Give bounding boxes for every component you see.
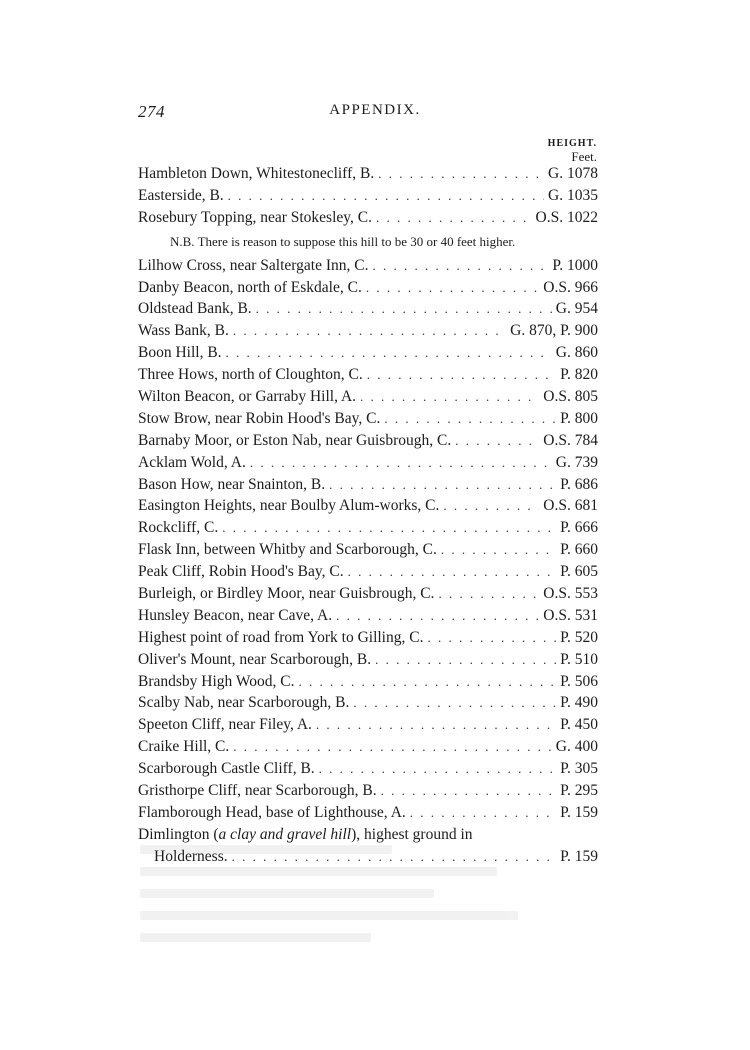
dot-leader <box>329 474 556 496</box>
entry-name: Flamborough Head, base of Lighthouse, A. <box>138 803 406 821</box>
running-head: APPENDIX. <box>329 102 421 118</box>
entry-name: Wass Bank, B. <box>138 322 229 340</box>
list-item <box>138 255 598 277</box>
entry-height: P. 1000 <box>552 256 598 274</box>
list-item <box>138 364 598 386</box>
list-item <box>138 517 598 539</box>
entry-height: G. 739 <box>555 453 598 471</box>
entry-name: Speeton Cliff, near Filey, A. <box>138 716 312 734</box>
heights-list-main <box>138 255 598 824</box>
list-item <box>138 539 598 561</box>
heights-list-top <box>138 163 598 229</box>
entry-height: G. 1078 <box>548 165 598 182</box>
heights-list <box>138 163 598 868</box>
bleed-through-text <box>140 845 560 965</box>
entry-name: Hambleton Down, Whitestonecliff, B. <box>138 165 375 182</box>
dot-leader <box>348 561 557 583</box>
entry-name: Scalby Nab, near Scarborough, B. <box>138 694 350 712</box>
list-item <box>138 474 598 496</box>
entry-height: O.S. 784 <box>543 431 598 449</box>
dot-leader <box>438 583 539 605</box>
entry-height: P. 666 <box>560 519 598 537</box>
entry-height: P. 295 <box>560 782 598 800</box>
entry-name: Stow Brow, near Robin Hood's Bay, C. <box>138 409 381 427</box>
dot-leader <box>233 736 552 758</box>
entry-height: O.S. 531 <box>543 606 598 624</box>
dot-leader <box>441 539 556 561</box>
dot-leader <box>298 671 556 693</box>
entry-height: P. 820 <box>560 366 598 384</box>
entry-height: G. 1035 <box>548 186 598 204</box>
list-item <box>138 583 598 605</box>
entry-name: Bason How, near Snainton, B. <box>138 475 326 493</box>
entry-height: P. 305 <box>560 760 598 778</box>
entry-name: Easterside, B. <box>138 186 224 204</box>
list-item <box>138 298 598 320</box>
entry-height: P. 506 <box>560 672 598 690</box>
height-column-header <box>477 137 597 163</box>
entry-height: P. 490 <box>560 694 598 712</box>
entry-name: Holderness. <box>154 847 228 865</box>
entry-name: Oliver's Mount, near Scarborough, B. <box>138 650 372 668</box>
entry-name: Easington Heights, near Boulby Alum-works, C. <box>138 497 440 515</box>
list-item-dimlington <box>138 824 598 846</box>
list-item <box>138 561 598 583</box>
dot-leader <box>381 780 556 802</box>
entry-name: Lilhow Cross, near Saltergate Inn, C. <box>138 256 369 274</box>
dot-leader <box>366 277 539 299</box>
footnote: N.B. There is reason to suppose this hill to be 30 or 40 feet higher. <box>170 233 516 249</box>
entry-name: Barnaby Moor, or Eston Nab, near Guisbrough, C. <box>138 431 452 449</box>
dot-leader <box>455 430 539 452</box>
dot-leader <box>384 408 556 430</box>
entry-height: P. 159 <box>560 803 598 821</box>
entry-name: Wilton Beacon, or Garraby Hill, A. <box>138 388 357 406</box>
list-item <box>138 430 598 452</box>
entry-name: Brandsby High Wood, C. <box>138 672 295 690</box>
entry-height: O.S. 966 <box>543 278 598 296</box>
list-item <box>138 163 598 185</box>
dot-leader <box>375 649 556 671</box>
dot-leader <box>250 452 552 474</box>
entry-height: G. 860 <box>555 344 598 362</box>
list-item <box>138 780 598 802</box>
dot-leader <box>319 758 556 780</box>
entry-name: Danby Beacon, north of Eskdale, C. <box>138 278 362 296</box>
entry-name: Craike Hill, C. <box>138 738 230 756</box>
dot-leader <box>336 605 539 627</box>
entry-name: Acklam Wold, A. <box>138 453 246 471</box>
list-item <box>138 185 598 207</box>
list-item <box>138 714 598 736</box>
dot-leader <box>256 298 552 320</box>
entry-height: O.S. 681 <box>543 497 598 515</box>
list-item <box>138 627 598 649</box>
dot-leader <box>367 364 556 386</box>
dot-leader <box>228 185 544 207</box>
dot-leader <box>372 255 548 277</box>
entry-name: Highest point of road from York to Gilling, C. <box>138 628 424 646</box>
list-item <box>138 649 598 671</box>
entry-height: O.S. 1022 <box>535 208 598 226</box>
entry-name: Three Hows, north of Cloughton, C. <box>138 366 363 384</box>
entry-name: Hunsley Beacon, near Cave, A. <box>138 606 333 624</box>
unit-label: Feet. <box>571 149 597 164</box>
entry-height: P. 520 <box>560 628 598 646</box>
list-item <box>138 605 598 627</box>
entry-height: P. 660 <box>560 541 598 559</box>
entry-height: P. 510 <box>560 650 598 668</box>
entry-height: P. 450 <box>560 716 598 734</box>
page-number: 274 <box>138 102 165 121</box>
list-item <box>138 408 598 430</box>
list-item <box>138 736 598 758</box>
entry-name: Gristhorpe Cliff, near Scarborough, B. <box>138 782 377 800</box>
list-item <box>138 671 598 693</box>
entry-height: P. 800 <box>560 409 598 427</box>
entry-height: O.S. 553 <box>543 585 598 603</box>
entry-name: Oldstead Bank, B. <box>138 300 252 318</box>
dot-leader <box>443 495 539 517</box>
dot-leader <box>427 627 556 649</box>
entry-name: Flask Inn, between Whitby and Scarborough, C. <box>138 541 437 559</box>
list-item <box>138 802 598 824</box>
entry-height: O.S. 805 <box>543 388 598 406</box>
list-item <box>138 320 598 342</box>
entry-name: Rockcliff, C. <box>138 519 219 537</box>
entry-name: Dimlington (a clay and gravel hill), highest ground in <box>138 825 473 843</box>
list-item <box>138 758 598 780</box>
entry-name: Burleigh, or Birdley Moor, near Guisbrough, C. <box>138 585 435 603</box>
entry-name: Rosebury Topping, near Stokesley, C. <box>138 208 372 226</box>
dot-leader <box>222 517 556 539</box>
list-item <box>138 342 598 364</box>
page-header <box>0 102 750 126</box>
dot-leader <box>378 163 544 185</box>
dot-leader <box>410 802 556 824</box>
entry-name: Boon Hill, B. <box>138 344 222 362</box>
entry-height: G. 870, P. 900 <box>510 322 598 340</box>
entry-height: P. 159 <box>560 847 598 865</box>
entry-height: P. 605 <box>560 563 598 581</box>
list-item <box>138 207 598 229</box>
entry-height: P. 686 <box>560 475 598 493</box>
list-item <box>138 386 598 408</box>
entry-name: Peak Cliff, Robin Hood's Bay, C. <box>138 563 344 581</box>
dot-leader <box>353 692 556 714</box>
dot-leader <box>316 714 556 736</box>
list-item <box>138 692 598 714</box>
list-item <box>138 277 598 299</box>
entry-height: G. 400 <box>555 738 598 756</box>
entry-name: Scarborough Castle Cliff, B. <box>138 760 315 778</box>
entry-height: G. 954 <box>555 300 598 318</box>
dot-leader <box>360 386 539 408</box>
dot-leader <box>226 342 552 364</box>
dot-leader <box>376 207 532 229</box>
dot-leader <box>233 320 506 342</box>
list-item <box>138 452 598 474</box>
list-item <box>138 495 598 517</box>
height-label: HEIGHT. <box>547 138 597 149</box>
